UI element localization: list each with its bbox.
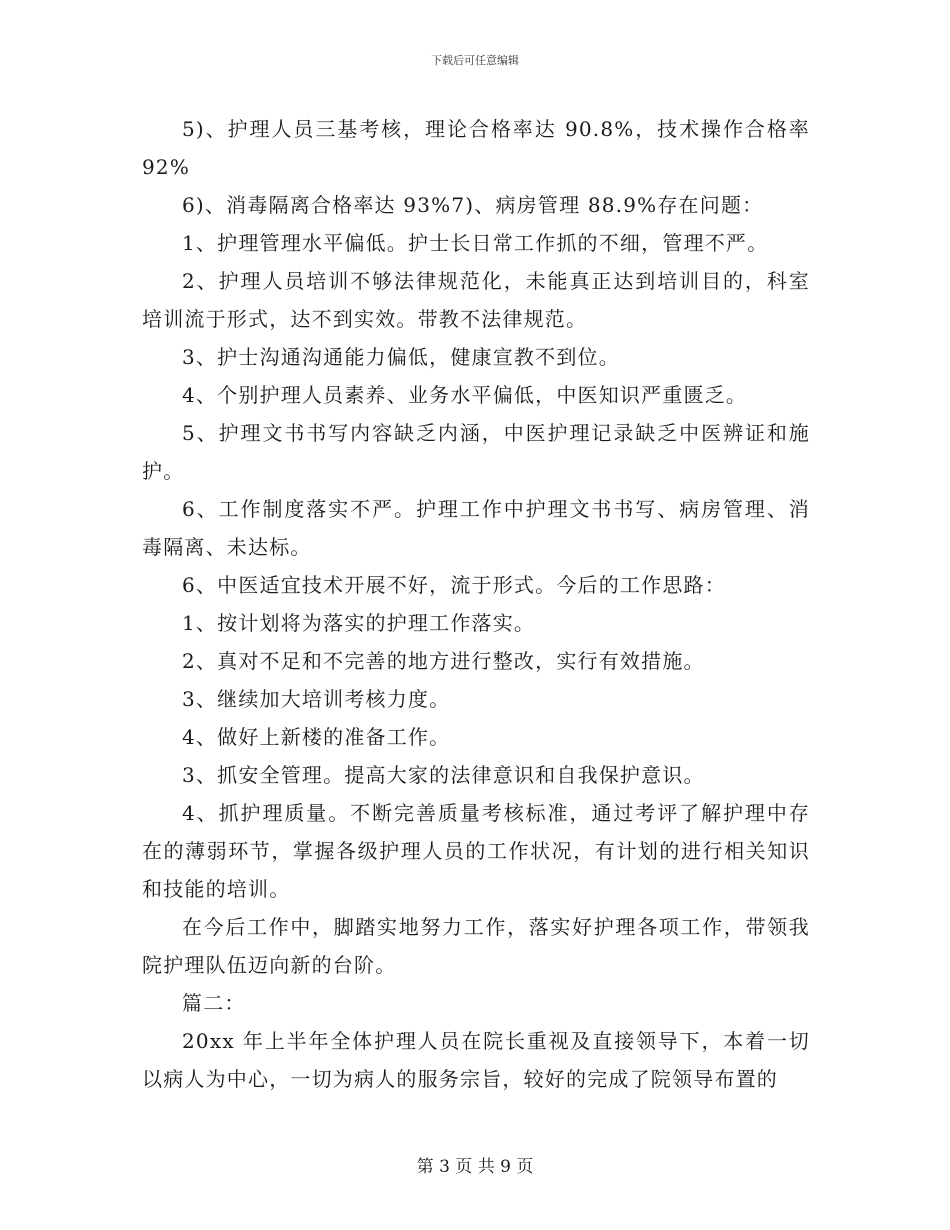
paragraph: 4、抓护理质量。不断完善质量考核标准，通过考评了解护理中存在的薄弱环节，掌握各级护理人员的工作状况，有计划的进行相关知识和技能的培训。: [142, 801, 810, 901]
paragraph: 3、抓安全管理。提高大家的法律意识和自我保护意识。: [182, 763, 705, 787]
paragraph: 1、按计划将为落实的护理工作落实。: [182, 611, 536, 635]
section-heading: 篇二：: [182, 991, 246, 1015]
paragraph: 6)、消毒隔离合格率达 93%7)、病房管理 88.9%存在问题：: [182, 193, 764, 217]
paragraph: 6、中医适宜技术开展不好，流于形式。今后的工作思路：: [182, 573, 726, 597]
page-number: 第 3 页 共 9 页: [416, 1157, 534, 1177]
document-body: [142, 110, 810, 1098]
paragraph: 5)、护理人员三基考核，理论合格率达 90.8%，技术操作合格率 92%: [142, 117, 810, 179]
paragraph: 4、做好上新楼的准备工作。: [182, 725, 451, 749]
paragraph: 20xx 年上半年全体护理人员在院长重视及直接领导下，本着一切以病人为中心，一切为病人的服务宗旨，较好的完成了院领导布置的: [142, 1029, 810, 1091]
page-header: 下载后可任意编辑: [431, 54, 519, 67]
paragraph: 6、工作制度落实不严。护理工作中护理文书书写、病房管理、消毒隔离、未达标。: [142, 497, 810, 559]
paragraph: 3、护士沟通沟通能力偏低，健康宣教不到位。: [182, 345, 620, 369]
paragraph: 在今后工作中，脚踏实地努力工作，落实好护理各项工作，带领我院护理队伍迈向新的台阶。: [142, 915, 810, 977]
paragraph: 4、个别护理人员素养、业务水平偏低，中医知识严重匮乏。: [182, 383, 748, 407]
paragraph: 5、护理文书书写内容缺乏内涵，中医护理记录缺乏中医辨证和施护。: [142, 421, 810, 483]
paragraph: 2、护理人员培训不够法律规范化，未能真正达到培训目的，科室培训流于形式，达不到实效。带教不法律规范。: [142, 269, 810, 331]
paragraph: 2、真对不足和不完善的地方进行整改，实行有效措施。: [182, 649, 705, 673]
paragraph: 1、护理管理水平偏低。护士长日常工作抓的不细，管理不严。: [182, 231, 769, 255]
paragraph: 3、继续加大培训考核力度。: [182, 687, 451, 711]
